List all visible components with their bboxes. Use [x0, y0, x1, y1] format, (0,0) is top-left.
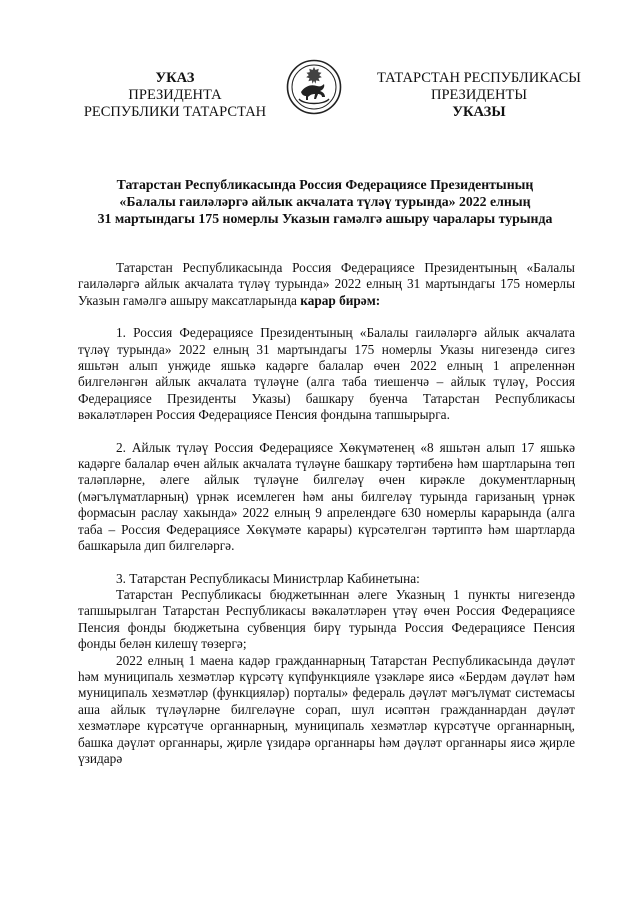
paragraph-1: 1. Россия Федерациясе Президентының «Балалы гаиләләргә айлык акчалата түләү турында» 2022 елның 31 мартындагы 175 номерлы Указы нигезендә сигез яшьтән алып унҗиде яшькә кадәрге балалар өчен 2022 елның 1 апреленнән билгеләнгән айлык акчалата түләүне (алга таба тиешенчә – айлык түләү, Россия Федерациясе Президенты Указы) башкару буенча Татарстан Республикасы вәкаләтләрен Россия Федерациясе Пенсия фондына тапшырырга. [78, 325, 575, 423]
header-left-line-2: ПРЕЗИДЕНТА [128, 87, 222, 103]
intro-text: Татарстан Республикасында Россия Федерациясе Президентының «Балалы гаиләләргә айлык акчалата түләү турында» 2022 елның 31 мартындагы 175 номерлы Указын гамәлгә ашыру максатларында [78, 260, 575, 308]
header-right-tatar [354, 70, 604, 121]
paragraph-3-heading: 3. Татарстан Республикасы Министрлар Кабинетына: [116, 570, 420, 586]
paragraph-3-item-b: 2022 елның 1 маена кадәр гражданнарның Татарстан Республикасында дәүләт һәм муниципаль хезмәтләр күрсәтү күпфункцияле үзәкләре яисә «Бердәм дәүләт һәм муниципаль хезмәтләр (функцияләр) порталы» федераль дәүләт мәгълүмат системасы аша айлык түләүләрне билгеләүне сорап, шул исәптән гражданнардан дәүләт хезмәтләре күрсәтүче органнарның, муниципаль хезмәтләр күрсәтүче органнарның, башка дәүләт органнары, җирле үзидарә органнары һәм дәүләт органнары яисә җирле үзидарә [78, 652, 575, 766]
header-left-line-1: УКАЗ [155, 70, 195, 86]
intro-bold-decision: карар бирәм: [300, 292, 381, 308]
header-left-russian [62, 70, 288, 121]
header-left-line-3: РЕСПУБЛИКИ ТАТАРСТАН [83, 104, 267, 120]
paragraph-2: 2. Айлык түләү Россия Федерациясе Хөкүмәтенең «8 яшьтән алып 17 яшькә кадәрге балалар өчен айлык акчалата түләүне башкару тәртибенә һәм шартларына төп таләпләрне, әлеге айлык түләүне билгеләү өчен кирәкле документларның (мәгълүматларның) үрнәк исемлеген һәм аны билгеләү турында гаризаның үрнәк формасын раслау хакында» 2022 елның 9 апрелендәге 630 номерлы карарында (алга таба – Россия Федерациясе Хөкүмәте карары) күрсәтелгән тәртиптә һәм шартларда башкарыла дип билгеләргә. [78, 439, 575, 554]
intro-paragraph [78, 260, 575, 309]
header-right-line-1: ТАТАРСТАН РЕСПУБЛИКАСЫ [377, 70, 581, 86]
title-line-1: Татарстан Республикасында Россия Федерациясе Президентының [116, 177, 534, 192]
tatarstan-coat-of-arms-icon [286, 59, 342, 115]
title-line-3: 31 мартындагы 175 номерлы Указын гамәлгә ашыру чаралары турында [97, 211, 553, 226]
title-line-2: «Балалы гаиләләргә айлык акчалата түләү турында» 2022 елның [119, 194, 531, 209]
paragraph-3-item-a: Татарстан Республикасы бюджетыннан әлеге Указның 1 пункты нигезендә тапшырылган Татарстан Республикасы вәкаләтләрен үтәү өчен Россия Федерациясе Пенсия фонды бюджетына субвенция бирү турында Россия Федерациясе Пенсия фонды белән килешү төзергә; [78, 586, 575, 652]
decree-body [78, 260, 575, 767]
decree-title [60, 176, 590, 227]
header-right-line-3: УКАЗЫ [452, 104, 506, 120]
header-right-line-2: ПРЕЗИДЕНТЫ [430, 87, 528, 103]
